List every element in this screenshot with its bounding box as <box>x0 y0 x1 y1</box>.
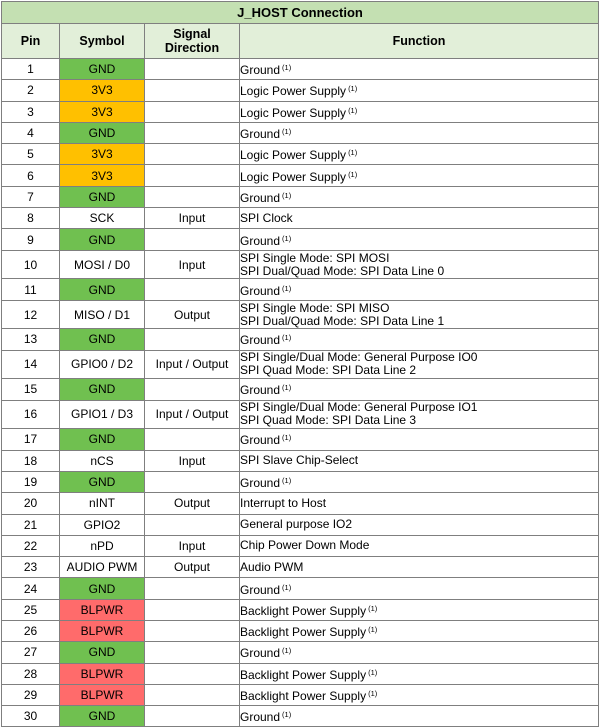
pin-symbol: BLPWR <box>60 599 145 620</box>
function-text: Ground <box>240 63 281 78</box>
footnote-marker: (1) <box>282 582 292 592</box>
function-line <box>240 431 598 447</box>
signal-direction <box>145 642 240 663</box>
function-text: SPI Clock <box>240 210 293 225</box>
pin-symbol: GND <box>60 706 145 727</box>
function-line <box>240 82 598 98</box>
pin-symbol: BLPWR <box>60 663 145 684</box>
pin-function <box>240 514 599 535</box>
function-line <box>240 414 598 427</box>
header-symbol: Symbol <box>60 24 145 59</box>
pin-symbol: GND <box>60 279 145 300</box>
pin-number: 24 <box>2 578 60 599</box>
function-text: Ground <box>240 433 281 448</box>
function-line <box>240 497 598 510</box>
table-row <box>2 144 599 165</box>
table-row <box>2 186 599 207</box>
function-text: SPI Dual/Quad Mode: SPI Data Line 1 <box>240 313 445 328</box>
function-line <box>240 168 598 184</box>
pin-number: 20 <box>2 493 60 514</box>
pin-function <box>240 578 599 599</box>
table-row <box>2 706 599 727</box>
footnote-marker: (1) <box>282 383 292 393</box>
pin-function <box>240 186 599 207</box>
pin-symbol: 3V3 <box>60 80 145 101</box>
pin-function <box>240 535 599 556</box>
pin-symbol: GPIO1 / D3 <box>60 400 145 429</box>
function-text: Ground <box>240 233 281 248</box>
pin-number: 2 <box>2 80 60 101</box>
pin-symbol: GND <box>60 229 145 250</box>
function-line <box>240 315 598 328</box>
signal-direction: Input <box>145 208 240 229</box>
pin-function <box>240 493 599 514</box>
function-line <box>240 474 598 490</box>
function-line <box>240 212 598 225</box>
function-text: Ground <box>240 127 281 142</box>
pin-number: 14 <box>2 350 60 379</box>
function-text: Backlight Power Supply <box>240 625 367 640</box>
pin-number: 1 <box>2 59 60 80</box>
function-text: Logic Power Supply <box>240 105 347 120</box>
pin-function <box>240 642 599 663</box>
pin-table <box>1 1 599 727</box>
function-line <box>240 189 598 205</box>
pin-symbol: nINT <box>60 493 145 514</box>
table-row <box>2 229 599 250</box>
function-line <box>240 282 598 298</box>
function-text: SPI Quad Mode: SPI Data Line 2 <box>240 363 417 378</box>
pin-symbol: BLPWR <box>60 620 145 641</box>
function-text: General purpose IO2 <box>240 517 353 532</box>
pin-symbol: nPD <box>60 535 145 556</box>
footnote-marker: (1) <box>282 333 292 343</box>
table-row <box>2 599 599 620</box>
pin-symbol: GND <box>60 59 145 80</box>
function-text: Ground <box>240 190 281 205</box>
function-text: SPI Single/Dual Mode: General Purpose IO1 <box>240 400 478 415</box>
table-row <box>2 329 599 350</box>
footnote-marker: (1) <box>282 127 292 137</box>
table-row <box>2 165 599 186</box>
signal-direction: Input <box>145 535 240 556</box>
pin-function <box>240 329 599 350</box>
signal-direction <box>145 101 240 122</box>
function-text: Logic Power Supply <box>240 148 347 163</box>
table-row <box>2 379 599 400</box>
table-row <box>2 620 599 641</box>
table-row <box>2 59 599 80</box>
signal-direction <box>145 379 240 400</box>
signal-direction <box>145 706 240 727</box>
function-line <box>240 61 598 77</box>
pin-function <box>240 620 599 641</box>
pin-symbol: GND <box>60 578 145 599</box>
footnote-marker: (1) <box>282 710 292 720</box>
pin-function <box>240 400 599 429</box>
pin-number: 3 <box>2 101 60 122</box>
pin-function <box>240 122 599 143</box>
function-line <box>240 265 598 278</box>
pin-number: 23 <box>2 557 60 578</box>
signal-direction <box>145 59 240 80</box>
pin-function <box>240 229 599 250</box>
function-line <box>240 518 598 531</box>
pin-number: 7 <box>2 186 60 207</box>
pin-number: 16 <box>2 400 60 429</box>
signal-direction: Input <box>145 450 240 471</box>
function-text: Interrupt to Host <box>240 495 327 510</box>
pin-function <box>240 706 599 727</box>
footnote-marker: (1) <box>282 283 292 293</box>
footnote-marker: (1) <box>348 105 358 115</box>
pin-function <box>240 557 599 578</box>
function-line <box>240 602 598 618</box>
pin-symbol: GND <box>60 471 145 492</box>
signal-direction <box>145 429 240 450</box>
signal-direction <box>145 279 240 300</box>
function-line <box>240 125 598 141</box>
table-row <box>2 122 599 143</box>
function-line <box>240 666 598 682</box>
signal-direction <box>145 80 240 101</box>
pin-number: 6 <box>2 165 60 186</box>
pin-number: 25 <box>2 599 60 620</box>
function-text: SPI Dual/Quad Mode: SPI Data Line 0 <box>240 263 445 278</box>
table-row <box>2 663 599 684</box>
pin-function <box>240 663 599 684</box>
table-row <box>2 429 599 450</box>
function-text: Backlight Power Supply <box>240 689 367 704</box>
pin-number: 22 <box>2 535 60 556</box>
function-text: SPI Single Mode: SPI MOSI <box>240 250 390 265</box>
function-text: Ground <box>240 476 281 491</box>
signal-direction <box>145 663 240 684</box>
pin-symbol: GND <box>60 186 145 207</box>
footnote-marker: (1) <box>282 190 292 200</box>
table-row <box>2 493 599 514</box>
function-text: Audio PWM <box>240 559 304 574</box>
pin-number: 30 <box>2 706 60 727</box>
pin-function <box>240 429 599 450</box>
function-text: Logic Power Supply <box>240 84 347 99</box>
function-line <box>240 232 598 248</box>
pin-number: 18 <box>2 450 60 471</box>
pin-symbol: GND <box>60 379 145 400</box>
pin-symbol: GND <box>60 642 145 663</box>
table-row <box>2 557 599 578</box>
pin-symbol: SCK <box>60 208 145 229</box>
header-function: Function <box>240 24 599 59</box>
pin-function <box>240 144 599 165</box>
signal-direction <box>145 471 240 492</box>
pin-number: 19 <box>2 471 60 492</box>
pin-symbol: GND <box>60 429 145 450</box>
pin-function <box>240 59 599 80</box>
pin-number: 15 <box>2 379 60 400</box>
pin-number: 10 <box>2 250 60 279</box>
table-row <box>2 514 599 535</box>
pin-function <box>240 279 599 300</box>
pin-number: 4 <box>2 122 60 143</box>
signal-direction: Output <box>145 557 240 578</box>
signal-direction <box>145 514 240 535</box>
table-row <box>2 471 599 492</box>
footnote-marker: (1) <box>282 433 292 443</box>
signal-direction <box>145 684 240 705</box>
footnote-marker: (1) <box>348 148 358 158</box>
function-line <box>240 561 598 574</box>
pin-rows <box>2 59 599 727</box>
pin-symbol: 3V3 <box>60 101 145 122</box>
header-signal-direction <box>145 24 240 59</box>
pin-number: 12 <box>2 300 60 329</box>
function-text: SPI Slave Chip-Select <box>240 453 359 468</box>
footnote-marker: (1) <box>368 603 378 613</box>
pin-function <box>240 450 599 471</box>
signal-direction <box>145 599 240 620</box>
pin-function <box>240 300 599 329</box>
function-line <box>240 539 598 552</box>
function-line <box>240 331 598 347</box>
pin-symbol: GND <box>60 329 145 350</box>
function-text: SPI Quad Mode: SPI Data Line 3 <box>240 413 417 428</box>
pin-symbol: 3V3 <box>60 165 145 186</box>
footnote-marker: (1) <box>368 667 378 677</box>
signal-direction: Input / Output <box>145 350 240 379</box>
function-text: Backlight Power Supply <box>240 603 367 618</box>
table-row <box>2 450 599 471</box>
pin-function <box>240 471 599 492</box>
function-text: Chip Power Down Mode <box>240 538 370 553</box>
function-text: Ground <box>240 383 281 398</box>
signal-direction <box>145 329 240 350</box>
signal-direction: Input <box>145 250 240 279</box>
table-row <box>2 350 599 379</box>
function-text: Ground <box>240 333 281 348</box>
footnote-marker: (1) <box>282 476 292 486</box>
function-line <box>240 146 598 162</box>
signal-direction: Output <box>145 300 240 329</box>
function-line <box>240 623 598 639</box>
pin-number: 13 <box>2 329 60 350</box>
function-text: Backlight Power Supply <box>240 667 367 682</box>
function-line <box>240 364 598 377</box>
pin-symbol: MOSI / D0 <box>60 250 145 279</box>
function-line <box>240 708 598 724</box>
function-text: SPI Single/Dual Mode: General Purpose IO0 <box>240 350 478 365</box>
pin-function <box>240 165 599 186</box>
footnote-marker: (1) <box>368 689 378 699</box>
table-row <box>2 684 599 705</box>
pin-number: 27 <box>2 642 60 663</box>
function-line <box>240 381 598 397</box>
footnote-marker: (1) <box>282 233 292 243</box>
pin-number: 21 <box>2 514 60 535</box>
pin-number: 26 <box>2 620 60 641</box>
function-line <box>240 644 598 660</box>
pin-symbol: GPIO0 / D2 <box>60 350 145 379</box>
signal-direction <box>145 165 240 186</box>
table-row <box>2 208 599 229</box>
table-row <box>2 400 599 429</box>
signal-direction <box>145 229 240 250</box>
pin-number: 17 <box>2 429 60 450</box>
pin-function <box>240 250 599 279</box>
pin-function <box>240 208 599 229</box>
pin-function <box>240 80 599 101</box>
pin-symbol: BLPWR <box>60 684 145 705</box>
footnote-marker: (1) <box>368 625 378 635</box>
pin-number: 9 <box>2 229 60 250</box>
signal-direction <box>145 620 240 641</box>
pin-number: 28 <box>2 663 60 684</box>
pin-symbol: MISO / D1 <box>60 300 145 329</box>
function-line <box>240 104 598 120</box>
signal-direction <box>145 144 240 165</box>
table-row <box>2 578 599 599</box>
pin-symbol: GPIO2 <box>60 514 145 535</box>
function-text: Logic Power Supply <box>240 169 347 184</box>
pin-symbol: GND <box>60 122 145 143</box>
table-row <box>2 642 599 663</box>
table-row <box>2 300 599 329</box>
pin-function <box>240 350 599 379</box>
function-line <box>240 581 598 597</box>
signal-direction <box>145 186 240 207</box>
pin-function <box>240 599 599 620</box>
pin-number: 8 <box>2 208 60 229</box>
footnote-marker: (1) <box>282 63 292 73</box>
pin-function <box>240 379 599 400</box>
pin-function <box>240 684 599 705</box>
pin-number: 11 <box>2 279 60 300</box>
function-text: Ground <box>240 646 281 661</box>
function-line <box>240 454 598 467</box>
footnote-marker: (1) <box>282 646 292 656</box>
function-text: Ground <box>240 710 281 725</box>
function-line <box>240 687 598 703</box>
table-row <box>2 250 599 279</box>
pin-symbol: AUDIO PWM <box>60 557 145 578</box>
signal-direction: Output <box>145 493 240 514</box>
signal-direction: Input / Output <box>145 400 240 429</box>
table-row <box>2 279 599 300</box>
table-row <box>2 535 599 556</box>
pin-symbol: 3V3 <box>60 144 145 165</box>
function-text: SPI Single Mode: SPI MISO <box>240 300 390 315</box>
pin-symbol: nCS <box>60 450 145 471</box>
footnote-marker: (1) <box>348 169 358 179</box>
signal-direction <box>145 122 240 143</box>
header-direction-text: Signal Direction <box>164 27 220 55</box>
pin-function <box>240 101 599 122</box>
signal-direction <box>145 578 240 599</box>
function-text: Ground <box>240 283 281 298</box>
pin-number: 29 <box>2 684 60 705</box>
footnote-marker: (1) <box>348 84 358 94</box>
function-text: Ground <box>240 582 281 597</box>
pin-number: 5 <box>2 144 60 165</box>
header-pin: Pin <box>2 24 60 59</box>
table-row <box>2 101 599 122</box>
table-row <box>2 80 599 101</box>
table-title: J_HOST Connection <box>2 2 599 24</box>
